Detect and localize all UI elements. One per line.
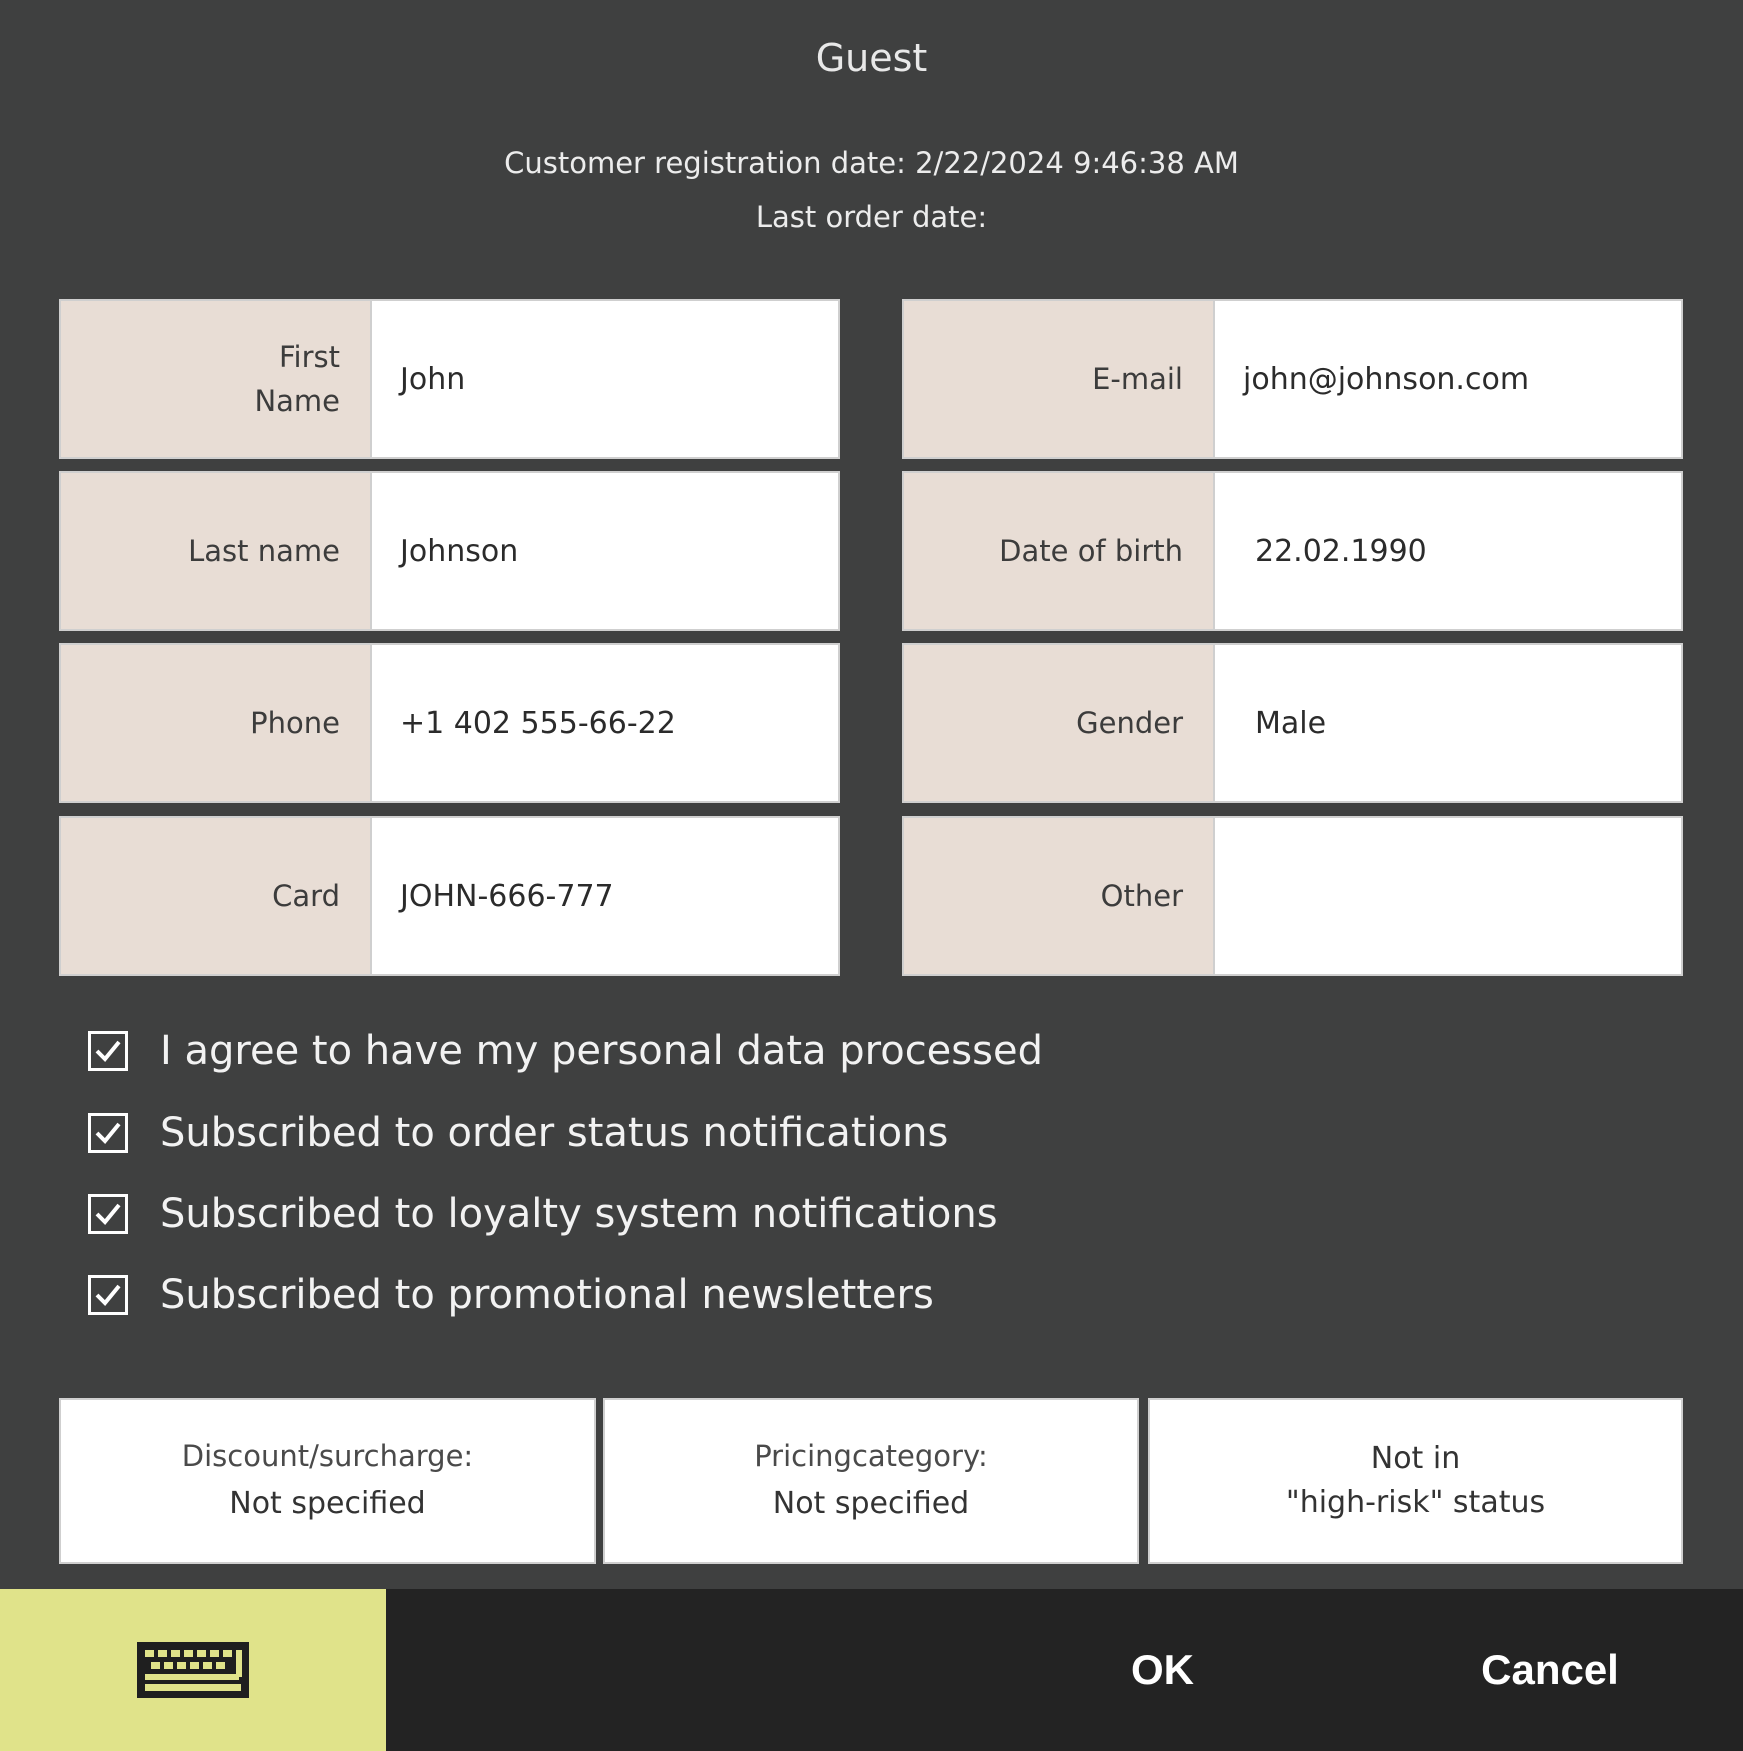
consent-label: I agree to have my personal data processed: [160, 1028, 1043, 1074]
pricing-category-button[interactable]: [603, 1398, 1139, 1564]
card-field[interactable]: [59, 816, 840, 976]
newsletter-checkbox-row[interactable]: [88, 1272, 934, 1318]
high-risk-line2: "high-risk" status: [1285, 1485, 1546, 1520]
ok-button[interactable]: OK: [1131, 1646, 1194, 1693]
gender-field[interactable]: [902, 643, 1683, 803]
phone-field[interactable]: [59, 643, 840, 803]
first-name-label: First Name: [61, 301, 372, 457]
gender-select[interactable]: Male: [1255, 705, 1327, 741]
consent-checkbox-row[interactable]: [88, 1028, 1043, 1074]
last-name-input[interactable]: Johnson: [400, 533, 519, 569]
order-status-checkbox[interactable]: [88, 1113, 128, 1153]
keyboard-button[interactable]: [0, 1589, 386, 1751]
date-of-birth-label: Date of birth: [904, 473, 1215, 629]
newsletter-label: Subscribed to promotional newsletters: [160, 1272, 934, 1318]
pricing-category-value: Not specified: [772, 1486, 970, 1521]
order-status-checkbox-row[interactable]: [88, 1110, 948, 1156]
loyalty-checkbox-row[interactable]: [88, 1191, 998, 1237]
consent-checkbox[interactable]: [88, 1031, 128, 1071]
checkmark-icon: [93, 1280, 123, 1310]
date-of-birth-field[interactable]: [902, 471, 1683, 631]
dialog-title: Guest: [815, 36, 928, 80]
other-field[interactable]: [902, 816, 1683, 976]
card-input[interactable]: JOHN-666-777: [400, 878, 614, 914]
discount-value: Not specified: [229, 1486, 426, 1521]
order-status-label: Subscribed to order status notifications: [160, 1110, 949, 1156]
other-label: Other: [904, 818, 1215, 974]
date-of-birth-input[interactable]: 22.02.1990: [1255, 533, 1427, 569]
high-risk-status-button[interactable]: [1148, 1398, 1683, 1564]
high-risk-line1: Not in: [1370, 1441, 1461, 1476]
last-name-field[interactable]: [59, 471, 840, 631]
email-field[interactable]: [902, 299, 1683, 459]
discount-button[interactable]: [59, 1398, 596, 1564]
last-name-label: Last name: [61, 473, 372, 629]
keyboard-icon: [135, 1640, 251, 1700]
phone-label: Phone: [61, 645, 372, 801]
first-name-input[interactable]: John: [400, 361, 466, 397]
email-label: E-mail: [904, 301, 1215, 457]
email-input[interactable]: john@johnson.com: [1243, 361, 1530, 397]
checkmark-icon: [93, 1036, 123, 1066]
checkmark-icon: [93, 1199, 123, 1229]
loyalty-checkbox[interactable]: [88, 1194, 128, 1234]
newsletter-checkbox[interactable]: [88, 1275, 128, 1315]
phone-input[interactable]: +1 402 555-66-22: [400, 705, 676, 741]
pricing-category-label: Pricingcategory:: [754, 1439, 988, 1473]
other-input[interactable]: [1215, 818, 1681, 974]
registration-date: Customer registration date: 2/22/2024 9:46:38 AM: [504, 146, 1239, 180]
card-label: Card: [61, 818, 372, 974]
loyalty-label: Subscribed to loyalty system notifications: [160, 1191, 998, 1237]
first-name-field[interactable]: [59, 299, 840, 459]
gender-label: Gender: [904, 645, 1215, 801]
last-order-date: Last order date:: [755, 200, 988, 234]
checkmark-icon: [93, 1118, 123, 1148]
cancel-button[interactable]: Cancel: [1481, 1646, 1619, 1693]
discount-label: Discount/surcharge:: [181, 1439, 474, 1473]
